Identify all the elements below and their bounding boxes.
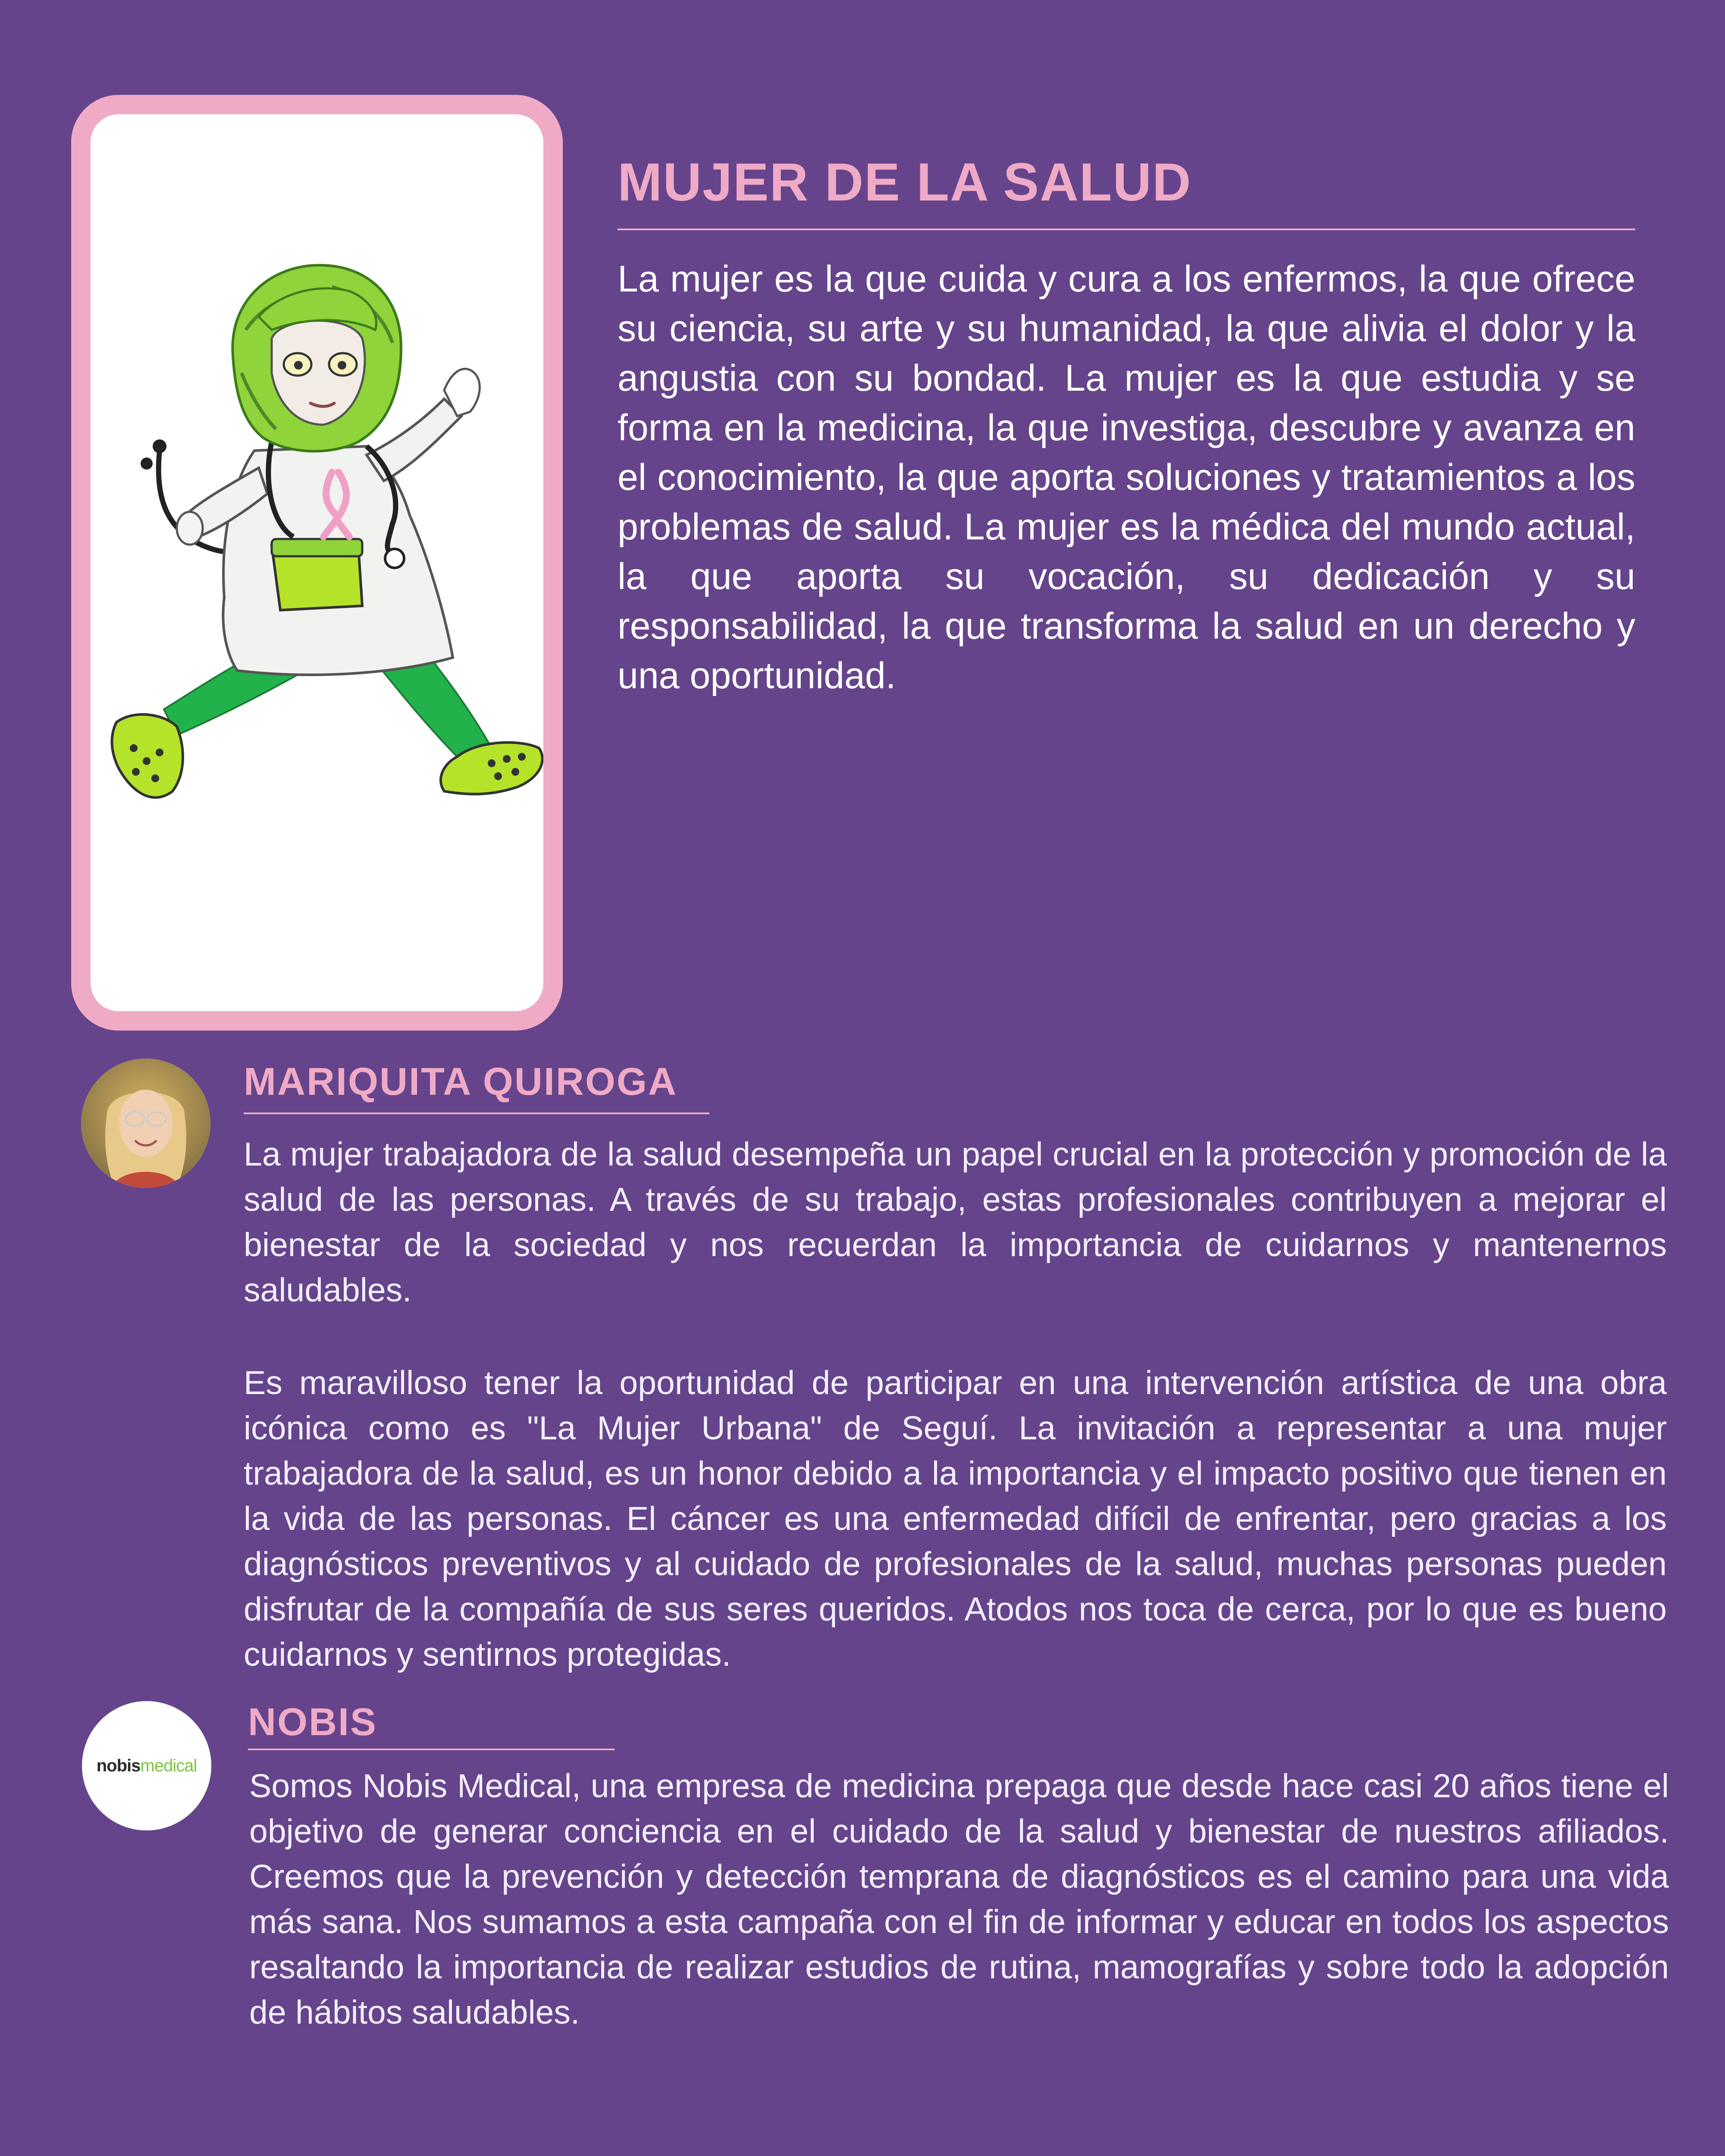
artist-name: MARIQUITA QUIROGA [244,1060,677,1103]
illustration-card [71,95,563,1031]
page-title: MUJER DE LA SALUD [618,153,1192,212]
nobis-medical-logo [82,1756,211,1776]
artist-paragraph-1: La mujer trabajadora de la salud desempeña un papel crucial en la protección y promoción de la salud de las personas. A través de su trabajo, estas profesionales contribuyen a mejorar el bienestar de la sociedad y nos recuerdan la importancia de cuidarnos y mantenernos saludables. [244,1136,1667,1309]
sponsor-logo [82,1701,211,1830]
doctor-woman-illustration [91,114,543,1011]
portrait-photo [81,1059,210,1188]
artist-name-underline [244,1112,709,1114]
logo-word-nobis: nobis [96,1756,141,1775]
intro-paragraph: La mujer es la que cuida y cura a los enfermos, la que ofrece su ciencia, su arte y su humanidad, la que alivia el dolor y la angustia con su bondad. La mujer es la que estudia y se forma en la medicina, la que investiga, descubre y avanza en el conocimiento, la que aporta soluciones y tratamientos a los problemas de salud. La mujer es la médica del mundo actual, la que aporta su vocación, su dedicación y su responsabilidad, la que transforma la salud en un derecho y una oportunidad. [618,258,1635,696]
sponsor-name-underline [248,1749,615,1750]
sponsor-paragraph: Somos Nobis Medical, una empresa de medicina prepaga que desde hace casi 20 años tiene el objetivo de generar conciencia en el cuidado de la salud y bienestar de nuestros afiliados. Creemos que la prevención y detección temprana de diagnósticos es el camino para una vida más sana. Nos sumamos a esta campaña con el fin de informar y educar en todos los aspectos resaltando la importancia de realizar estudios de rutina, mamografías y sobre todo la adopción de hábitos saludables. [249,1767,1669,2031]
artist-paragraph-2: Es maravilloso tener la oportunidad de participar en una intervención artística de una obra icónica como es "La Mujer Urbana" de Seguí. La invitación a representar a una mujer trabajadora de la salud, es un honor debido a la importancia y el impacto positivo que tienen en la vida de las personas. El cáncer es una enfermedad difícil de enfrentar, pero gracias a los diagnósticos preventivos y al cuidado de profesionales de la salud, muchas personas pueden disfrutar de la compañía de sus seres queridos. Atodos nos toca de cerca, por lo que es bueno cuidarnos y sentirnos protegidas. [244,1364,1667,1673]
sponsor-name: NOBIS [248,1701,378,1744]
artist-avatar [81,1059,210,1188]
logo-word-medical: medical [140,1756,197,1775]
title-divider [618,229,1635,230]
